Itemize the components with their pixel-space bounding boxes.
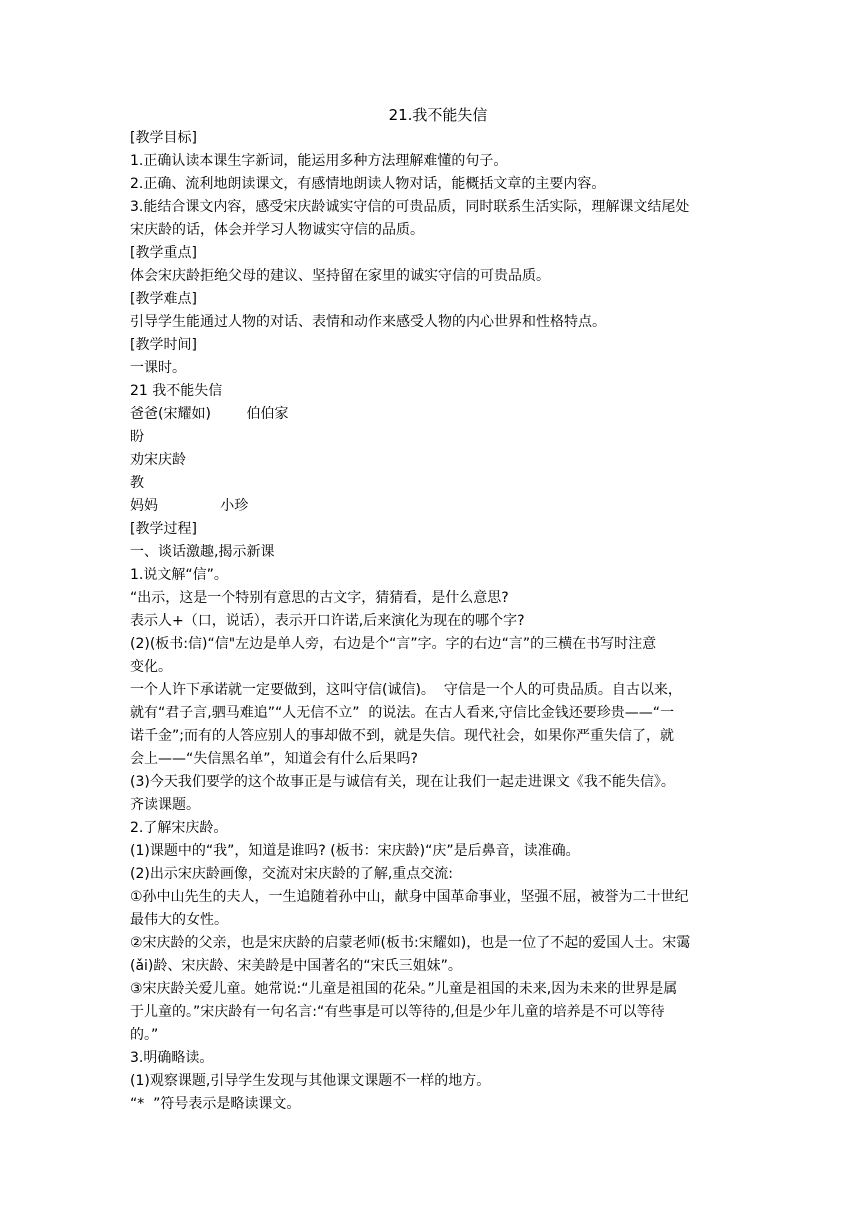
text-line: 教 xyxy=(130,475,144,491)
text-line: (1)观察课题,引导学生发现与其他课文课题不一样的地方。 xyxy=(130,1073,491,1089)
text-line: 3.明确略读。 xyxy=(130,1050,214,1066)
text-line: 诺千金”;而有的人答应别人的事却做不到，就是失信。现代社会，如果你严重失信了，就 xyxy=(130,728,674,744)
text-line: ①孙中山先生的夫人，一生追随着孙中山，献身中国革命事业，坚强不屈，被誉为二十世纪 xyxy=(130,889,689,905)
text-line: (ǎi)龄、宋庆龄、宋美龄是中国著名的“宋氏三姐妹”。 xyxy=(130,958,462,974)
text-line: [教学重点] xyxy=(130,245,197,261)
text-line: 体会宋庆龄拒绝父母的建议、坚持留在家里的诚实守信的可贵品质。 xyxy=(130,268,550,284)
text-line: (1)课题中的“我”，知道是谁吗? (板书：宋庆龄)“庆”是后鼻音，读准确。 xyxy=(130,843,580,859)
text-line: 齐读课题。 xyxy=(130,797,200,813)
text-line: [教学难点] xyxy=(130,291,197,307)
text-line: 一个人许下承诺就一定要做到，这叫守信(诚信)。 守信是一个人的可贵品质。自古以来， xyxy=(130,682,682,698)
text-line: 的。” xyxy=(130,1027,159,1043)
document-page xyxy=(130,104,730,1116)
text-line: 2.正确、流利地朗读课文，有感情地朗读人物对话，能概括文章的主要内容。 xyxy=(130,176,606,192)
document-body xyxy=(130,127,730,1116)
text-line: 妈妈 小珍 xyxy=(130,498,249,514)
text-line: 盼 xyxy=(130,429,144,445)
text-line: (3)今天我们要学的这个故事正是与诚信有关，现在让我们一起走进课文《我不能失信》。 xyxy=(130,774,675,790)
document-title: 21.我不能失信 xyxy=(388,106,488,124)
text-line: 1.说文解“信”。 xyxy=(130,567,228,583)
text-line: ②宋庆龄的父亲，也是宋庆龄的启蒙老师(板书:宋耀如)，也是一位了不起的爱国人士。宋霭 xyxy=(130,935,691,951)
text-line: [教学时间] xyxy=(130,337,197,353)
text-line: 3.能结合课文内容，感受宋庆龄诚实守信的可贵品质，同时联系生活实际，理解课文结尾处 xyxy=(130,199,690,215)
text-line: (2)(板书:信)“信"左边是单人旁，右边是个“言”字。字的右边“言”的三横在书写时注意 xyxy=(130,636,657,652)
text-line: 一课时。 xyxy=(130,360,186,376)
text-line: 劝宋庆龄 xyxy=(130,452,186,468)
text-line: “出示，这是一个特别有意思的古文字，猜猜看，是什么意思? xyxy=(130,590,509,606)
text-line: 最伟大的女性。 xyxy=(130,912,228,928)
text-line: 于儿童的。”宋庆龄有一句名言:“有些事是可以等待的,但是少年儿童的培养是不可以等待 xyxy=(130,1004,665,1020)
text-line: 宋庆龄的话，体会并学习人物诚实守信的品质。 xyxy=(130,222,424,238)
text-line: 就有“君子言,驷马难追”“人无信不立” 的说法。在古人看来,守信比金钱还要珍贵——“一 xyxy=(130,705,675,721)
text-line: [教学目标] xyxy=(130,130,197,146)
text-line: (2)出示宋庆龄画像，交流对宋庆龄的了解,重点交流: xyxy=(130,866,453,882)
text-line: 表示人+（口，说话），表示开口许诺,后来演化为现在的哪个字? xyxy=(130,613,525,629)
text-line: 一、谈话激趣,揭示新课 xyxy=(130,544,275,560)
text-line: 21 我不能失信 xyxy=(130,383,223,399)
text-line: ③宋庆龄关爱儿童。她常说:“儿童是祖国的花朵。”儿童是祖国的未来,因为未来的世界是属 xyxy=(130,981,678,997)
text-line: 引导学生能通过人物的对话、表情和动作来感受人物的内心世界和性格特点。 xyxy=(130,314,606,330)
text-line: [教学过程] xyxy=(130,521,197,537)
text-line: 1.正确认读本课生字新词，能运用多种方法理解难懂的句子。 xyxy=(130,153,508,169)
text-line: 变化。 xyxy=(130,659,172,675)
text-line: “* ”符号表示是略读课文。 xyxy=(130,1096,301,1112)
text-line: 2.了解宋庆龄。 xyxy=(130,820,228,836)
text-line: 爸爸(宋耀如) 伯伯家 xyxy=(130,406,289,422)
text-line: 会上——“失信黑名单”，知道会有什么后果吗? xyxy=(130,751,418,767)
